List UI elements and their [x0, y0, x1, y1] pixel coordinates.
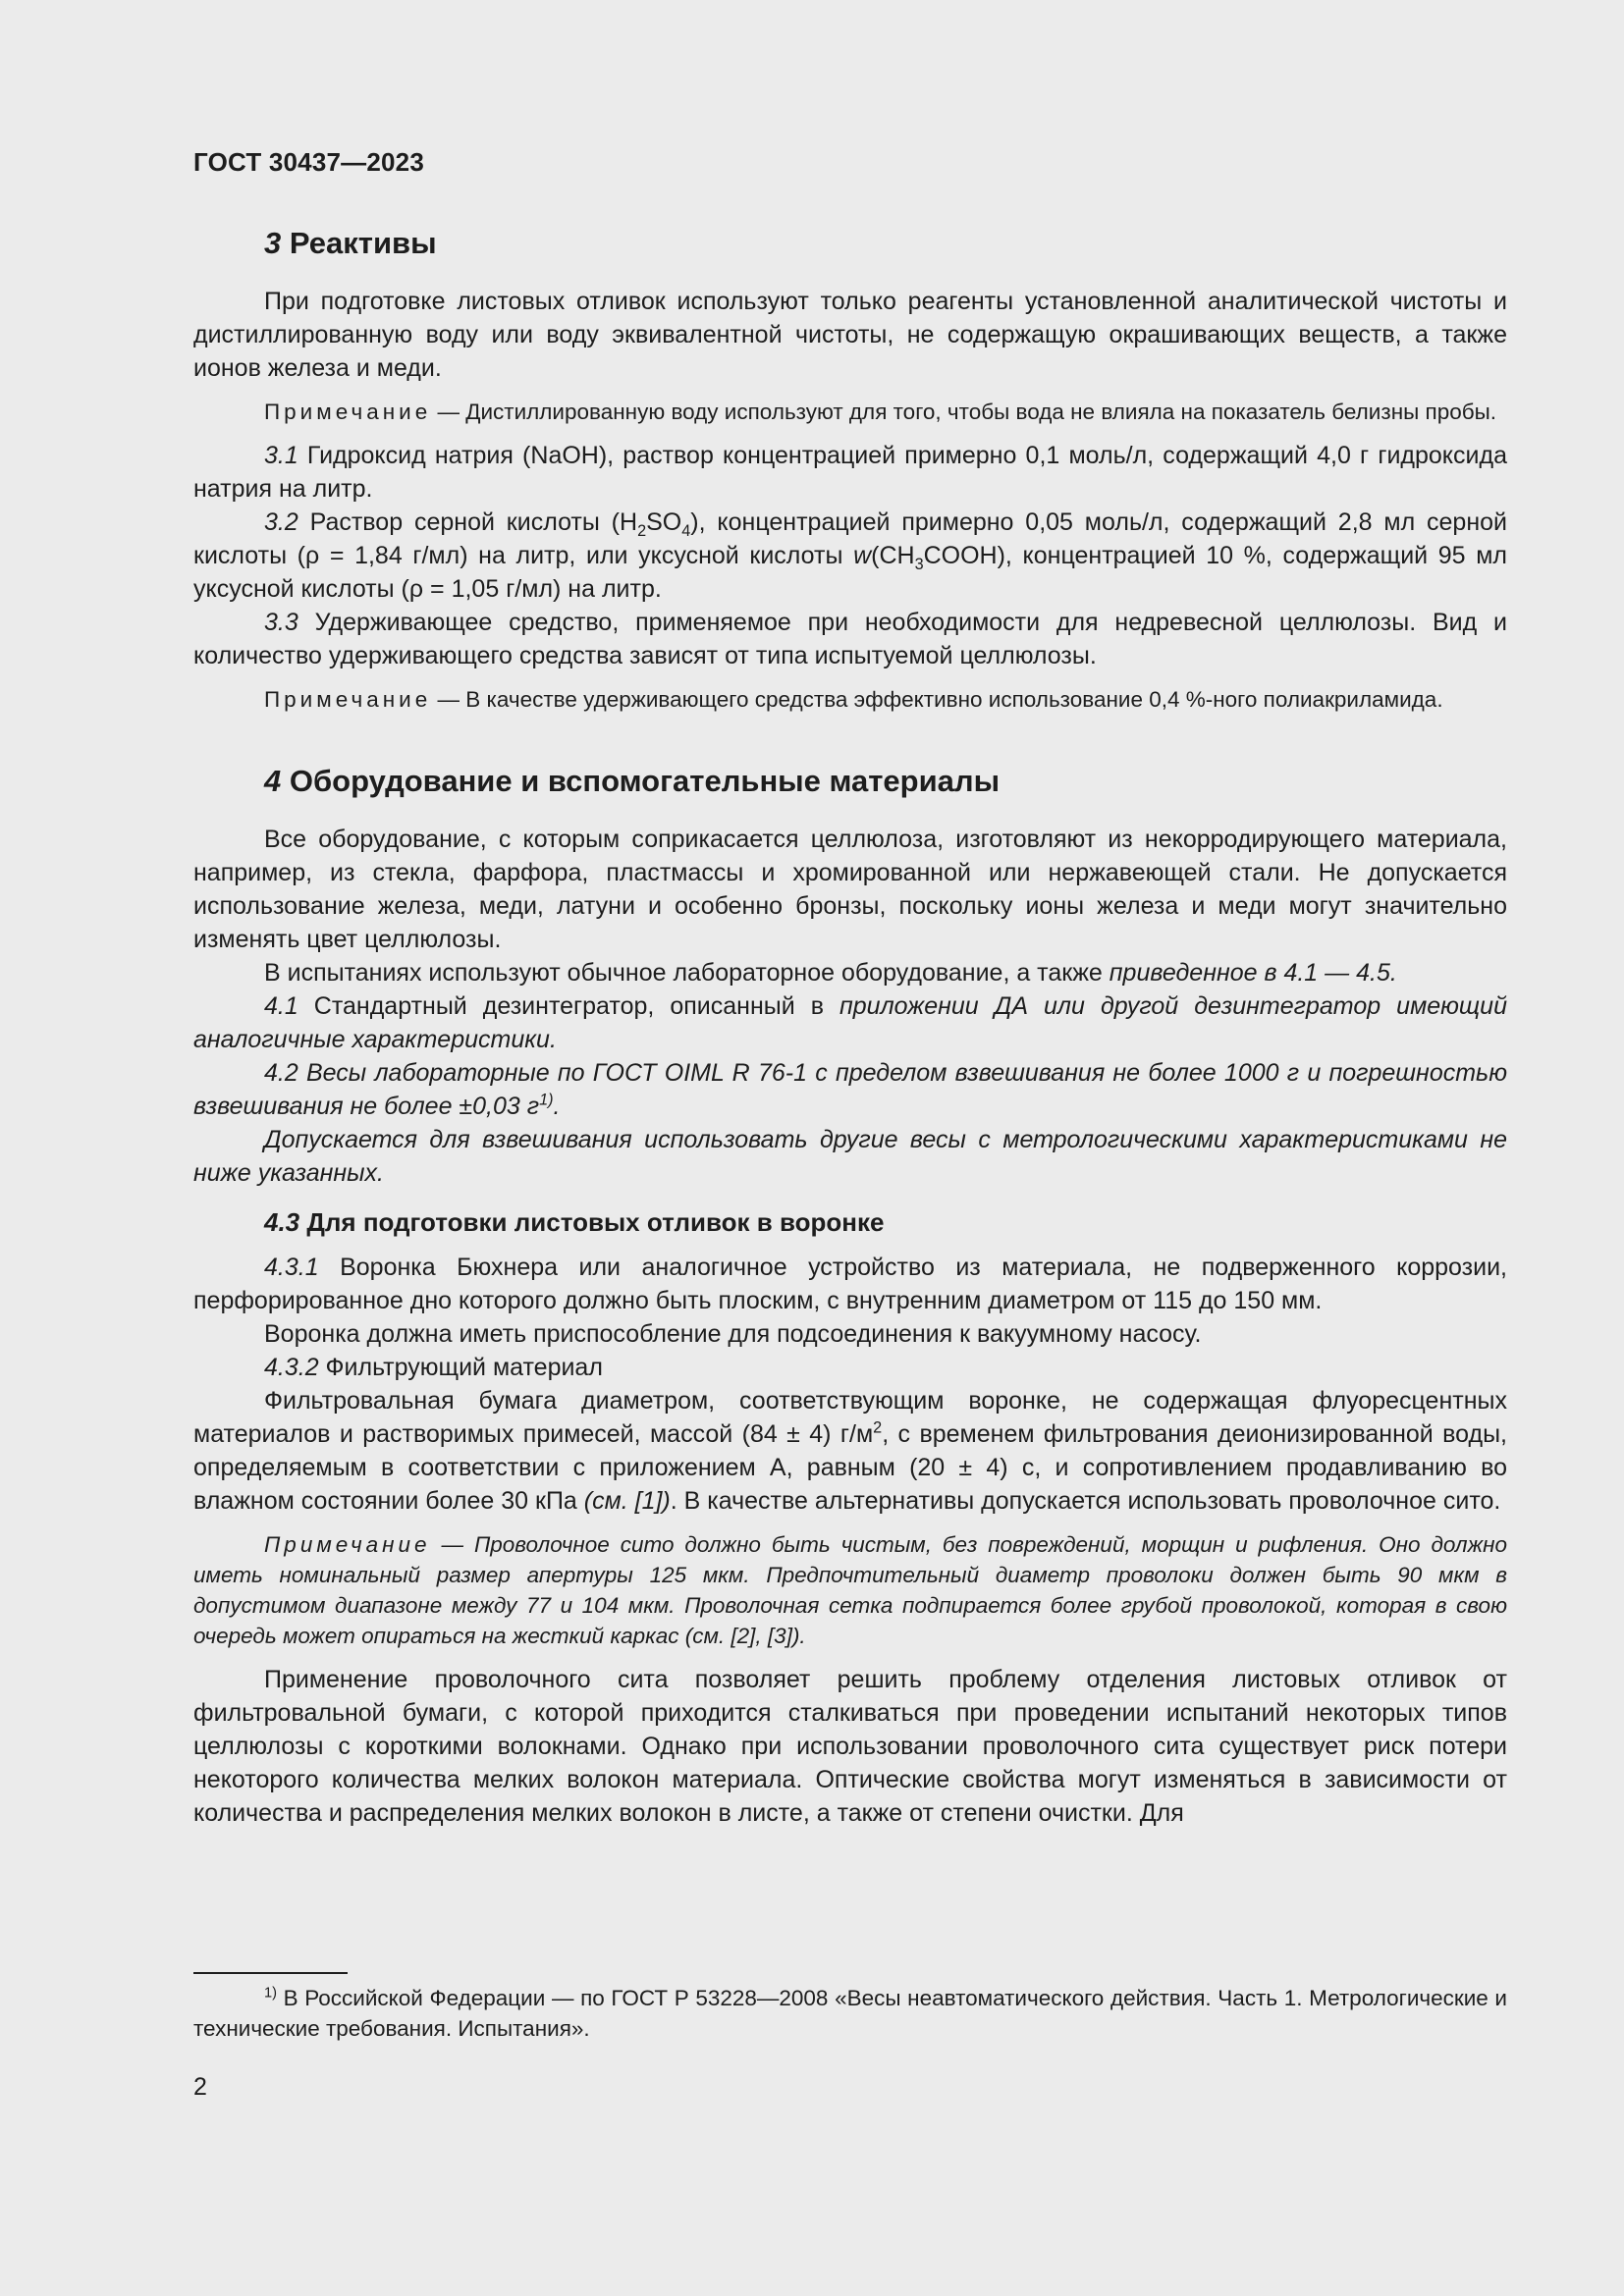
page-number: 2 [193, 2073, 207, 2101]
section-number: 3 [264, 226, 282, 260]
subsection-4-3-title [193, 1205, 1507, 1239]
page-content [193, 224, 1507, 1830]
clause-3-1 [193, 439, 1507, 506]
clause-3-2 [193, 506, 1507, 606]
clause-number: 3.3 [264, 609, 298, 636]
clause-text: COOH), концентрацией 10 %, содержащий 95 мл уксусной кислоты (ρ = 1,05 г/мл) на литр. [193, 542, 1507, 603]
paragraph: Применение проволочного сита позволяет решить проблему отделения листовых отливок от фильтровальной бумаги, с которой приходится сталкиваться при проведении испытаний некоторых типов целлюлозы с короткими волокнами. Однако при использовании проволочного сита существует риск потери некоторого количества мелких волокон материала. Оптические свойства могут изменяться в зависимости от количества и распределения мелких волокон в листе, а также от степени очистки. Для [193, 1666, 1507, 1827]
clause-text: w [853, 542, 872, 569]
subscript: 2 [637, 522, 647, 540]
paragraph [193, 956, 1507, 989]
paragraph [193, 1384, 1507, 1518]
section-3-title [193, 224, 1507, 263]
section-title-text: Оборудование и вспомогательные материалы [289, 764, 1001, 798]
paragraph: Воронка должна иметь приспособление для подсоединения к вакуумному насосу. [264, 1320, 1202, 1348]
note-text: — Дистиллированную воду используют для того, чтобы вода не влияла на показатель белизны пробы. [431, 400, 1497, 424]
clause-text: ), концентрацией примерно 0,05 моль/л, содержащий 2,8 мл серной кислоты (ρ = 1,84 г/мл) на литр, или уксусной кислоты [193, 508, 1507, 569]
note [193, 397, 1507, 427]
subscript: 3 [914, 556, 924, 573]
footnote [193, 1983, 1507, 2044]
clause-text: приложении ДА или другой дезинтегратор имеющий аналогичные характеристики. [193, 992, 1507, 1053]
subsection-title-text: Для подготовки листовых отливок в воронке [299, 1207, 885, 1237]
clause-4-3-2 [193, 1351, 1507, 1384]
note-label: Примечание [264, 687, 432, 712]
note-text: — Проволочное сито должно быть чистым, без повреждений, морщин и рифления. Оно должно иметь номинальный размер апертуры 125 мкм. Предпочтительный диаметр проволоки должен быть 90 мкм в допустимом диапазоне между 77 и 104 мкм. Проволочная сетка подпирается более грубой проволокой, которая в свою очередь может опираться на жесткий каркас (см. [2], [3]). [193, 1532, 1507, 1648]
clause-4-3-1 [193, 1251, 1507, 1317]
note-text: — В качестве удерживающего средства эффективно использование 0,4 %-ного полиакриламида. [431, 687, 1443, 712]
clause-number: 4.3.2 [264, 1354, 319, 1381]
clause-text: Раствор серной кислоты (H [298, 508, 638, 536]
paragraph-text: . В качестве альтернативы допускается использовать проволочное сито. [670, 1487, 1501, 1515]
subsection-number: 4.3 [264, 1207, 300, 1237]
superscript: 2 [873, 1418, 883, 1437]
note-label: Примечание [264, 1532, 431, 1557]
clause-text: (CH [871, 542, 915, 569]
paragraph-text: В испытаниях используют обычное лабораторное оборудование, а также [264, 959, 1110, 987]
subscript: 4 [681, 522, 691, 540]
clause-text: Стандартный дезинтегратор, описанный в [298, 992, 840, 1020]
clause-text: Удерживающее средство, применяемое при необходимости для недревесной целлюлозы. Вид и количество удерживающего средства зависят от типа испытуемой целлюлозы. [193, 609, 1507, 669]
clause-text: Фильтрующий материал [318, 1354, 603, 1381]
section-number: 4 [264, 764, 282, 798]
paragraph-text: , с временем фильтрования деионизированной воды, определяемым в соответствии с приложением А, равным (20 ± 4) с, и сопротивлением продавливанию во влажном состоянии более 30 кПа [193, 1420, 1508, 1515]
section-title-text: Реактивы [289, 226, 437, 260]
clause-4-2 [193, 1056, 1507, 1123]
clause-3-3 [193, 606, 1507, 672]
paragraph-text: Фильтровальная бумага диаметром, соответствующим воронке, не содержащая флуоресцентных материалов и растворимых примесей, массой (84 ± 4) г/м [193, 1387, 1507, 1448]
clause-number: 3.2 [264, 508, 298, 536]
footnote-ref: 1) [539, 1091, 554, 1109]
clause-text: SO [646, 508, 682, 536]
clause-number: 4.3.1 [264, 1254, 319, 1281]
paragraph: Допускается для взвешивания использовать другие весы с метрологическими характеристиками не ниже указанных. [193, 1126, 1507, 1187]
clause-number: 3.1 [264, 442, 298, 469]
clause-4-1 [193, 989, 1507, 1056]
clause-text: 4.2 Весы лабораторные по ГОСТ OIML R 76-1 с пределом взвешивания не более 1000 г и погрешностью взвешивания не более ±0,03 г [193, 1059, 1507, 1120]
footnote-divider [193, 1972, 348, 1974]
footnote-mark: 1) [264, 1985, 277, 2002]
footnote-text: В Российской Федерации — по ГОСТ Р 53228—2008 «Весы неавтоматического действия. Часть 1. Метрологические и технические требования. Испытания». [193, 1986, 1507, 2041]
note [193, 684, 1507, 715]
note [193, 1529, 1507, 1651]
document-id-header: ГОСТ 30437—2023 [193, 147, 424, 177]
note-label: Примечание [264, 400, 432, 424]
clause-text: Гидроксид натрия (NaOH), раствор концентрацией примерно 0,1 моль/л, содержащий 4,0 г гидроксида натрия на литр. [193, 442, 1507, 503]
clause-number: 4.1 [264, 992, 298, 1020]
clause-text: Воронка Бюхнера или аналогичное устройство из материала, не подверженного коррозии, перфорированное дно которого должно быть плоским, с внутренним диаметром от 115 до 150 мм. [193, 1254, 1507, 1314]
paragraph: Все оборудование, с которым соприкасается целлюлоза, изготовляют из некорродирующего материала, например, из стекла, фарфора, пластмассы и хромированной или нержавеющей стали. Не допускается использование железа, меди, латуни и особенно бронзы, поскольку ионы железа и меди могут значительно изменять цвет целлюлозы. [193, 826, 1507, 953]
footnote-text-block [193, 1983, 1507, 2044]
reference: (см. [1]) [583, 1487, 671, 1515]
paragraph: При подготовке листовых отливок используют только реагенты установленной аналитической чистоты и дистиллированную воду или воду эквивалентной чистоты, не содержащую окрашивающих веществ, а также ионов железа и меди. [193, 288, 1507, 382]
paragraph-text: приведенное в 4.1 — 4.5. [1109, 959, 1397, 987]
section-4-title [193, 762, 1507, 801]
clause-text: . [553, 1093, 561, 1120]
